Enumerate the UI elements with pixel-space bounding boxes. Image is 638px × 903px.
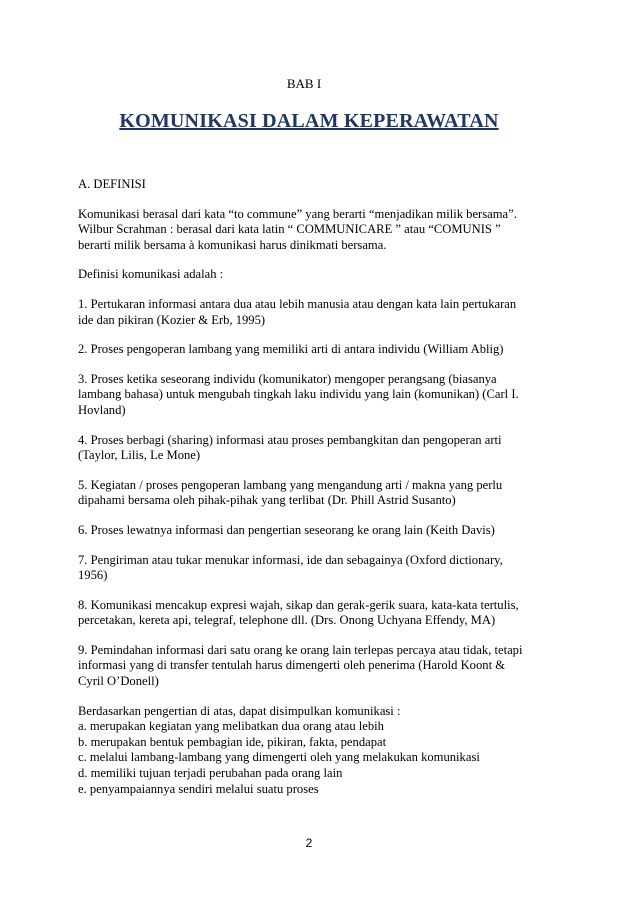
definition-line: dipahami bersama oleh pihak-pihak yang terlibat (Dr. Phill Astrid Susanto) bbox=[78, 493, 456, 508]
definition-item bbox=[78, 643, 558, 690]
intro-line: Wilbur Scrahman : berasal dari kata latin “ COMMUNICARE ” atau “COMUNIS ” bbox=[78, 222, 501, 237]
definition-line: (Taylor, Lilis, Le Mone) bbox=[78, 448, 201, 463]
definition-line: lambang bahasa) untuk mengubah tingkah laku individu yang lain (komunikan) (Carl I. bbox=[78, 387, 519, 402]
definition-line: ide dan pikiran (Kozier & Erb, 1995) bbox=[78, 312, 266, 327]
definition-line: 7. Pengiriman atau tukar menukar informasi, ide dan sebagainya (Oxford dictionary, bbox=[78, 552, 503, 567]
intro-line: Komunikasi berasal dari kata “to commune” yang berarti “menjadikan milik bersama”. bbox=[78, 206, 517, 221]
definition-line: Hovland) bbox=[78, 402, 126, 417]
intro-paragraph bbox=[78, 207, 558, 254]
definition-line: 5. Kegiatan / proses pengoperan lambang yang mengandung arti / makna yang perlu bbox=[78, 477, 503, 492]
conclusion-item: b. merupakan bentuk pembagian ide, pikiran, fakta, pendapat bbox=[78, 734, 387, 749]
definition-line: 8. Komunikasi mencakup expresi wajah, sikap dan gerak-gerik suara, kata-kata tertulis, bbox=[78, 597, 519, 612]
definition-item bbox=[78, 523, 558, 539]
definition-lead: Definisi komunikasi adalah : bbox=[78, 267, 224, 282]
conclusion-block bbox=[78, 704, 558, 798]
definition-line: Cyril O’Donell) bbox=[78, 674, 159, 689]
definition-item bbox=[78, 372, 558, 419]
page-title: KOMUNIKASI DALAM KEPERAWATAN bbox=[119, 110, 499, 132]
definition-line: 1. Pertukaran informasi antara dua atau lebih manusia atau dengan kata lain pertukaran bbox=[78, 296, 517, 311]
conclusion-item: d. memiliki tujuan terjadi perubahan pada orang lain bbox=[78, 766, 343, 781]
document-body bbox=[78, 177, 558, 797]
definition-item bbox=[78, 553, 558, 584]
page-number: 2 bbox=[305, 836, 313, 850]
definition-line: 9. Pemindahan informasi dari satu orang ke orang lain terlepas percaya atau tidak, tetapi bbox=[78, 642, 523, 657]
definition-line: informasi yang di transfer tentulah harus dimengerti oleh penerima (Harold Koont & bbox=[78, 658, 506, 673]
definition-line: 1956) bbox=[78, 568, 108, 583]
definition-line: 4. Proses berbagi (sharing) informasi atau proses pembangkitan dan pengoperan arti bbox=[78, 432, 502, 447]
definition-item bbox=[78, 297, 558, 328]
definition-item bbox=[78, 598, 558, 629]
conclusion-item: c. melalui lambang-lambang yang dimengerti oleh yang melakukan komunikasi bbox=[78, 750, 480, 765]
definition-line: 3. Proses ketika seseorang individu (komunikator) mengoper perangsang (biasanya bbox=[78, 371, 497, 386]
conclusion-item: a. merupakan kegiatan yang melibatkan dua orang atau lebih bbox=[78, 719, 384, 734]
definition-item bbox=[78, 342, 558, 358]
chapter-label: BAB I bbox=[286, 76, 322, 91]
section-heading: A. DEFINISI bbox=[78, 177, 146, 191]
intro-line: berarti milik bersama à komunikasi harus dinikmati bersama. bbox=[78, 237, 387, 252]
definition-item bbox=[78, 433, 558, 464]
conclusion-lead: Berdasarkan pengertian di atas, dapat disimpulkan komunikasi : bbox=[78, 703, 401, 718]
definition-line: 2. Proses pengoperan lambang yang memiliki arti di antara individu (William Ablig) bbox=[78, 342, 504, 357]
conclusion-item: e. penyampaiannya sendiri melalui suatu proses bbox=[78, 781, 319, 796]
definition-line: percetakan, kereta api, telegraf, telephone dll. (Drs. Onong Uchyana Effendy, MA) bbox=[78, 613, 496, 628]
definition-item bbox=[78, 478, 558, 509]
definition-line: 6. Proses lewatnya informasi dan pengertian seseorang ke orang lain (Keith Davis) bbox=[78, 522, 495, 537]
